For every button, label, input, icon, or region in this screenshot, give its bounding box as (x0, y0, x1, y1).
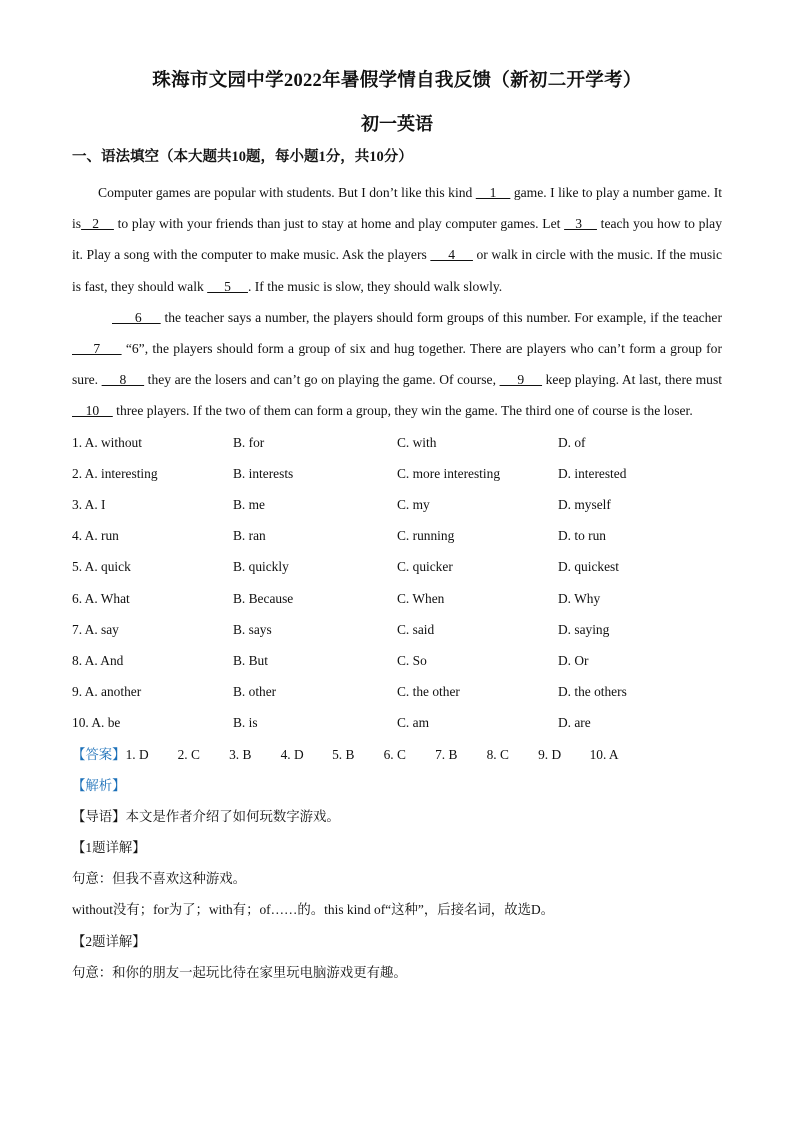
answer-3: 3. B (229, 746, 252, 762)
passage-paragraph-2 (72, 302, 722, 427)
passage-text: . If the music is slow, they should walk slowly. (247, 278, 503, 294)
option-9-B: B. other (233, 684, 277, 700)
passage-text: Computer games are popular with students. But I don’t like this kind (98, 185, 476, 200)
option-6-D: D. Why (558, 590, 601, 606)
option-10-B: B. is (233, 715, 258, 731)
option-row-8 (72, 645, 722, 676)
answer-label: 【答案】 (72, 746, 126, 762)
passage-text: to play with your friends than just to stay at home and play computer games. Let (113, 216, 565, 232)
option-10-D: D. are (558, 715, 591, 731)
option-2-A: 2. A. interesting (72, 465, 158, 481)
option-10-A: 10. A. be (72, 715, 121, 731)
document-subtitle: 初一英语 (361, 114, 433, 134)
option-9-D: D. the others (558, 684, 627, 700)
option-4-A: 4. A. run (72, 528, 119, 544)
option-row-9 (72, 676, 722, 707)
passage-text: the teacher says a number, the players should form groups of this number. For example, if the teacher (160, 309, 722, 325)
answer-9: 9. D (538, 746, 562, 762)
blank-10: 10 (72, 403, 113, 419)
q1-detail: without没有；for为了；with有；of……的。this kind of“这种”，后接名词，故选D。 (72, 902, 555, 918)
answer-2: 2. C (177, 746, 200, 762)
answer-row (72, 739, 722, 770)
option-row-3 (72, 489, 722, 520)
option-8-D: D. Or (558, 652, 589, 668)
option-6-C: C. When (397, 590, 445, 606)
passage-text: or walk in circle with the music. If the music is fast, they should walk (72, 247, 722, 294)
option-5-C: C. quicker (397, 559, 453, 575)
answer-8: 8. C (486, 746, 509, 762)
option-5-A: 5. A. quick (72, 559, 131, 575)
option-8-C: C. So (397, 652, 427, 668)
passage-text: teach you how to play it. Play a song with the computer to make music. Ask the players (72, 216, 723, 263)
passage-text: game. I like to play a number game. It is (72, 185, 722, 232)
blank-1: 1 (475, 185, 511, 200)
q1-heading: 【1题详解】 (72, 840, 146, 856)
option-9-A: 9. A. another (72, 684, 142, 700)
option-3-A: 3. A. I (72, 497, 106, 512)
answer-values (126, 739, 642, 770)
option-3-B: B. me (233, 497, 265, 512)
blank-4: 4 (430, 247, 473, 263)
option-3-D: D. myself (558, 497, 611, 512)
blank-2: 2 (81, 216, 114, 232)
option-9-C: C. the other (397, 684, 460, 700)
option-5-D: D. quickest (558, 559, 619, 575)
passage-text: “6”, the players should form a group of six and hug together. There are players who can’t form a group for sure. (72, 341, 722, 388)
answer-5: 5. B (332, 746, 355, 762)
intro-line (72, 801, 722, 832)
option-row-2 (72, 458, 722, 489)
blank-8: 8 (101, 372, 145, 388)
option-6-B: B. Because (233, 590, 294, 606)
analysis-heading (72, 770, 722, 801)
blank-9: 9 (499, 372, 543, 388)
option-4-D: D. to run (558, 528, 606, 544)
document-title: 珠海市文园中学2022年暑假学情自我反馈（新初二开学考） (152, 71, 642, 91)
passage-paragraph-1 (72, 177, 722, 302)
analysis-label: 【解析】 (72, 777, 126, 793)
option-7-D: D. saying (558, 621, 610, 637)
option-6-A: 6. A. What (72, 590, 130, 606)
option-2-B: B. interests (233, 465, 294, 481)
option-row-1 (72, 427, 722, 458)
q2-heading: 【2题详解】 (72, 933, 146, 949)
options-list (72, 427, 722, 739)
option-8-A: 8. A. And (72, 652, 124, 668)
answer-1: 1. D (125, 746, 149, 762)
cloze-passage (72, 177, 722, 427)
option-row-6 (72, 583, 722, 614)
blank-7: 7 (72, 341, 122, 357)
option-2-D: D. interested (558, 465, 627, 481)
section-heading: 一、语法填空（本大题共10题，每小题1分，共10分） (72, 149, 413, 165)
answer-10: 10. A (589, 746, 619, 762)
option-row-4 (72, 520, 722, 551)
option-4-B: B. ran (233, 528, 266, 544)
option-row-5 (72, 551, 722, 582)
option-1-D: D. of (558, 434, 586, 450)
option-8-B: B. But (233, 652, 268, 668)
passage-text: they are the losers and can’t go on playing the game. Of course, (144, 372, 500, 388)
q1-meaning: 句意：但我不喜欢这种游戏。 (72, 871, 247, 887)
blank-5: 5 (207, 278, 248, 294)
q2-meaning: 句意：和你的朋友一起玩比待在家里玩电脑游戏更有趣。 (72, 964, 407, 980)
option-1-B: B. for (233, 434, 265, 450)
blank-3: 3 (564, 216, 597, 232)
answer-7: 7. B (435, 746, 458, 762)
option-1-A: 1. A. without (72, 434, 142, 450)
option-row-10 (72, 707, 722, 738)
intro-text: 本文是作者介绍了如何玩数字游戏。 (125, 808, 340, 824)
option-2-C: C. more interesting (397, 465, 501, 481)
blank-6: 6 (112, 309, 161, 325)
intro-label: 【导语】 (72, 808, 126, 824)
option-1-C: C. with (397, 434, 437, 450)
option-3-C: C. my (397, 497, 430, 512)
option-5-B: B. quickly (233, 559, 289, 575)
option-7-A: 7. A. say (72, 621, 119, 637)
answer-4: 4. D (280, 746, 304, 762)
passage-text: keep playing. At last, there must (542, 372, 723, 388)
passage-text: three players. If the two of them can form a group, they win the game. The third one of course is the loser. (112, 403, 693, 419)
option-10-C: C. am (397, 715, 429, 731)
option-row-7 (72, 614, 722, 645)
document-page (72, 68, 722, 988)
answer-6: 6. C (383, 746, 406, 762)
option-7-B: B. says (233, 621, 272, 637)
option-4-C: C. running (397, 528, 455, 544)
option-7-C: C. said (397, 621, 435, 637)
